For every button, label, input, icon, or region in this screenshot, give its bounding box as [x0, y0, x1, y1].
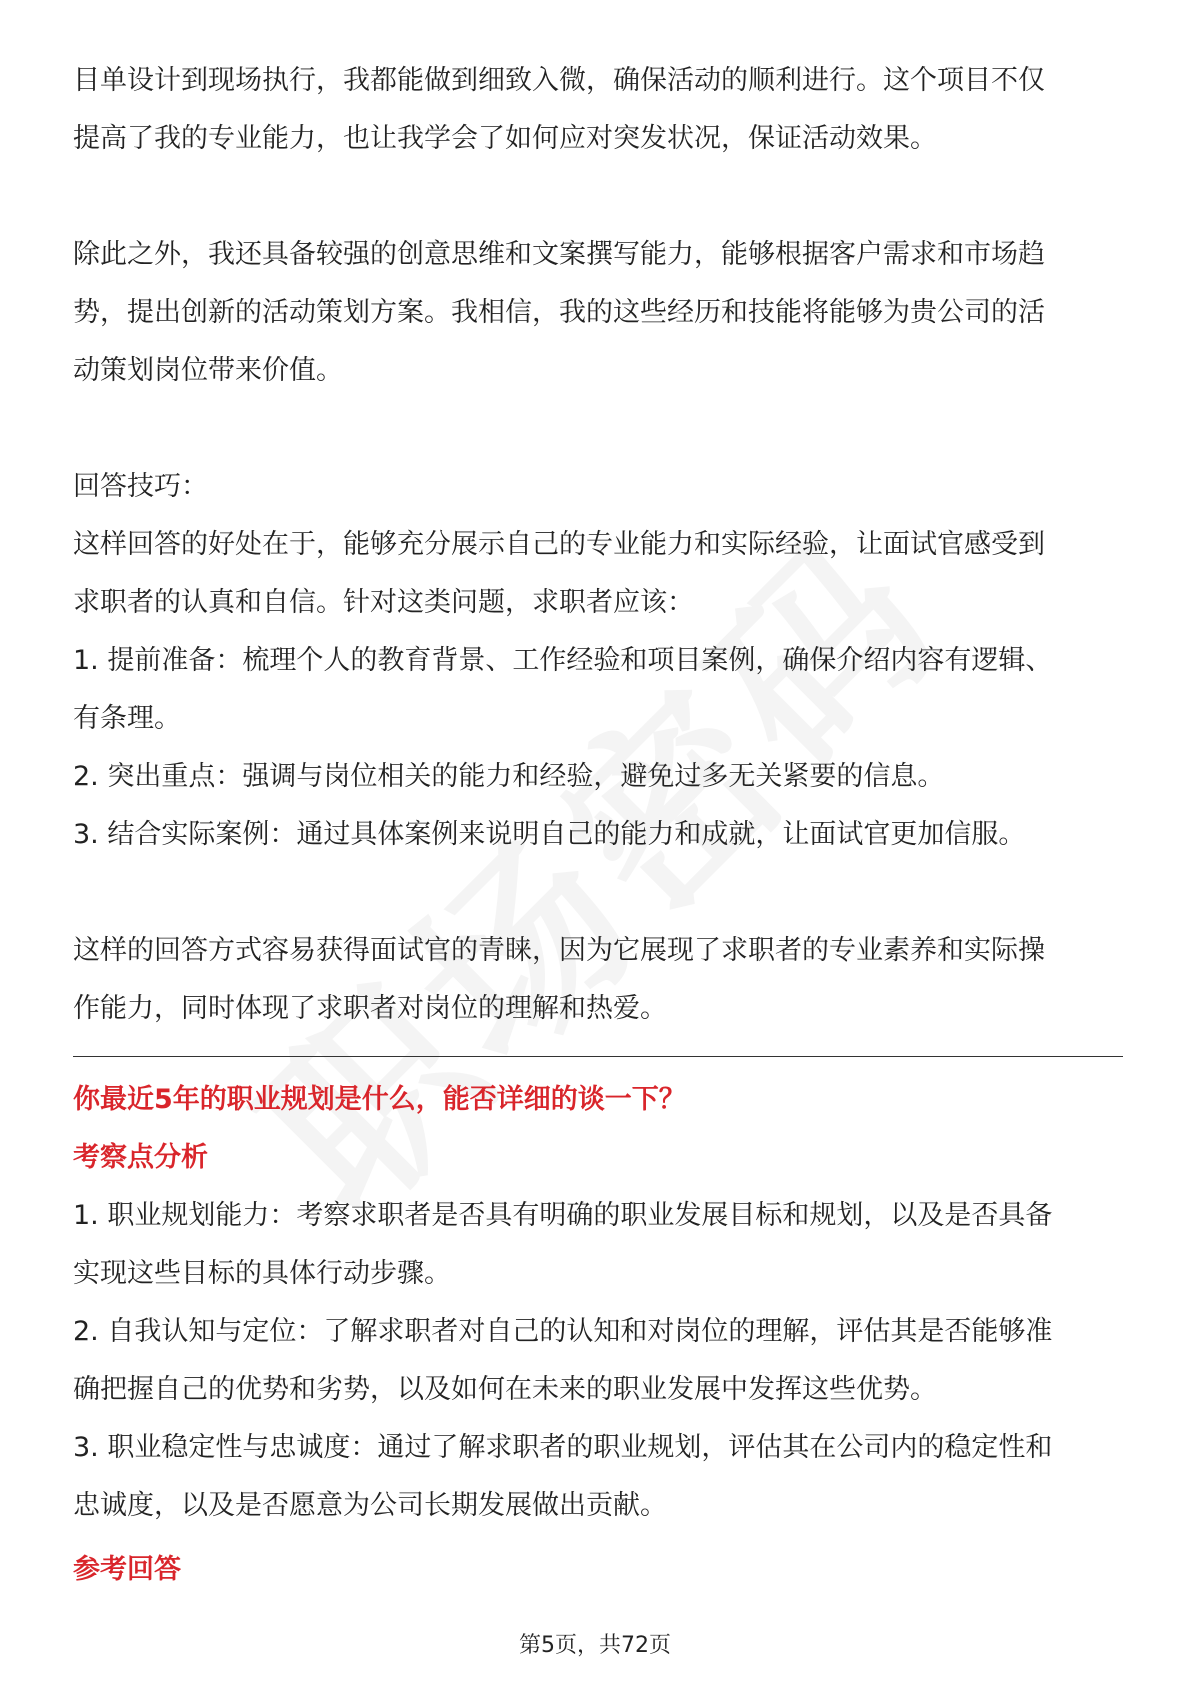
- section-divider: [73, 1056, 1123, 1057]
- text-line: 1. 提前准备：梳理个人的教育背景、工作经验和项目案例，确保介绍内容有逻辑、: [73, 645, 1053, 676]
- document-body: [73, 52, 1123, 1599]
- text-line: 作能力，同时体现了求职者对岗位的理解和热爱。: [73, 993, 667, 1024]
- text-line: 实现这些目标的具体行动步骤。: [73, 1258, 451, 1289]
- paragraph-block-3: [73, 922, 1123, 1038]
- paragraph-block-2: [73, 226, 1123, 400]
- text-line: 动策划岗位带来价值。: [73, 355, 343, 386]
- text-line: 2. 自我认知与定位：了解求职者对自己的认知和对岗位的理解，评估其是否能够准: [73, 1316, 1053, 1347]
- text-line: 这样的回答方式容易获得面试官的青睐，因为它展现了求职者的专业素养和实际操: [73, 935, 1045, 966]
- text-line: 有条理。: [73, 703, 181, 734]
- text-line: 3. 职业稳定性与忠诚度：通过了解求职者的职业规划，评估其在公司内的稳定性和: [73, 1432, 1053, 1463]
- analysis-heading: 考察点分析: [73, 1142, 208, 1173]
- text-line: 1. 职业规划能力：考察求职者是否具有明确的职业发展目标和规划，以及是否具备: [73, 1200, 1053, 1231]
- text-line: 忠诚度，以及是否愿意为公司长期发展做出贡献。: [73, 1490, 667, 1521]
- paragraph-block-1: [73, 52, 1123, 168]
- text-line: 2. 突出重点：强调与岗位相关的能力和经验，避免过多无关紧要的信息。: [73, 761, 945, 792]
- question-section: [73, 1071, 1123, 1599]
- text-line: 提高了我的专业能力，也让我学会了如何应对突发状况，保证活动效果。: [73, 123, 937, 154]
- text-line: 这样回答的好处在于，能够充分展示自己的专业能力和实际经验，让面试官感受到: [73, 529, 1045, 560]
- page-number: 第5页，共72页: [519, 1633, 671, 1658]
- answer-tips-section: [73, 458, 1123, 864]
- text-line: 确把握自己的优势和劣势，以及如何在未来的职业发展中发挥这些优势。: [73, 1374, 937, 1405]
- question-title: 你最近5年的职业规划是什么，能否详细的谈一下？: [73, 1084, 686, 1115]
- text-line: 势，提出创新的活动策划方案。我相信，我的这些经历和技能将能够为贵公司的活: [73, 297, 1045, 328]
- answer-heading: 参考回答: [73, 1554, 181, 1585]
- text-line: 求职者的认真和自信。针对这类问题，求职者应该：: [73, 587, 694, 618]
- text-line: 除此之外，我还具备较强的创意思维和文案撰写能力，能够根据客户需求和市场趋: [73, 239, 1045, 270]
- text-line: 目单设计到现场执行，我都能做到细致入微，确保活动的顺利进行。这个项目不仅: [73, 65, 1045, 96]
- text-line: 3. 结合实际案例：通过具体案例来说明自己的能力和成就，让面试官更加信服。: [73, 819, 1026, 850]
- tips-heading: 回答技巧：: [73, 471, 208, 502]
